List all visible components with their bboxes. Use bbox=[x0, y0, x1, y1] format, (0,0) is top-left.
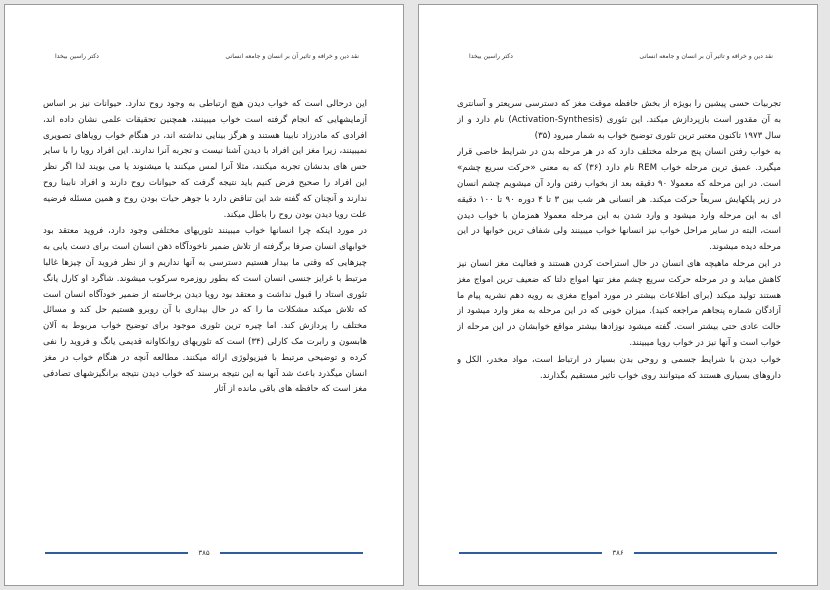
page-right bbox=[418, 4, 818, 586]
page-number: ۳۸۵ bbox=[198, 549, 210, 557]
paragraph: خواب دیدن با شرایط جسمی و روحی بدن بسیار در ارتباط است، مواد مخدر، الکل و داروهای بسیاری هستند که میتوانند روی خواب تاثیر مستقیم بگذارند. bbox=[457, 354, 781, 381]
page-footer bbox=[45, 547, 363, 559]
paragraph: تجربیات حسی پیشین را بویژه از بخش حافظه موقت مغز که دسترسی سریعتر و آسانتری به آن مقدور است بازپردازش میکند. این تئوری (Activation-Synthesis) نام دارد و از سال ۱۹۷۳ تاکنون معتبر ترین تئوری توضیح خواب به شمار میرود (۳۵) bbox=[457, 99, 781, 141]
page-body bbox=[457, 97, 781, 533]
footer-rule-right bbox=[220, 552, 363, 553]
page-body bbox=[43, 97, 367, 533]
header-author: دکتر راسین بیخدا bbox=[55, 53, 99, 60]
header-title: نقد دین و خرافه و تاثیر آن بر انسان و جامعه انسانی bbox=[225, 53, 359, 60]
page-header bbox=[469, 53, 773, 67]
header-author: دکتر راسین بیخدا bbox=[469, 53, 513, 60]
paragraph: در مورد اینکه چرا انسانها خواب میبینند تئوریهای مختلفی وجود دارد، فروید معتقد بود خوابهای انسان صرفا برگرفته از تلاش ضمیر ناخودآگاه ذهن انسان است برای دست یابی به چیزهایی که وقتی ما بیدار هستیم دسترسی به آنها نداریم و از نظر فروید آن چیزها غالبا مرتبط با غرایز جنسی انسان است که بطور روزمره سرکوب میشوند. شاگرد او کارل یانگ تئوری استاد را قبول نداشت و معتقد بود رویا دیدن برخاسته از ضمیر خودآگاه انسان است که تلاش میکند مشکلات ما را که در حال بیداری با آن روبرو هستیم حل کند و مسائل مختلف را پردازش کند. اما چیره ترین تئوری موجود برای توضیح خواب مربوط به آلان هابسون و رابرت مک کارلی (۳۴) است که تئوریهای روانکاوانه قدیمی یانگ و فروید را نفی کرده و توضیحی مرتبط با فیزیولوژی ارائه میکنند. مطالعه آنچه در هنگام خواب در مغز انسان میگذرد باعث شد آنها به این نتیجه برسند که خواب دیدن نتیجه برانگیزشهای تصادفی مغز است که حافظه های باقی مانده از آثار bbox=[43, 226, 367, 395]
footer-rule-right bbox=[634, 552, 777, 553]
page-number: ۳۸۶ bbox=[612, 549, 624, 557]
footer-rule-left bbox=[45, 552, 188, 553]
footer-rule-left bbox=[459, 552, 602, 553]
page-footer bbox=[459, 547, 777, 559]
paragraph: در این مرحله ماهیچه های انسان در حال استراحت کردن هستند و فعالیت مغز انسان نیز کاهش میابد و در مرحله حرکت سریع چشم مغز تنها امواج دلتا که ضعیف ترین امواج مغز هستند تولید میکند (برای اطلاعات بیشتر در مورد امواج مغزی به رویه دهم نشریه پیام ما آزادگان شماره پنجاهم مراجعه کنید). میزان خونی که در این مرحله به مغز وارد میشود از حالت عادی حتی بیشتر است. گفته میشود نوزادها بیشتر مواقع خوابشان در این مرحله از خواب است و آنها نیز در خواب رویا میبینند. bbox=[457, 258, 781, 348]
header-title: نقد دین و خرافه و تاثیر آن بر انسان و جامعه انسانی bbox=[639, 53, 773, 60]
page-left bbox=[4, 4, 404, 586]
paragraph: این درحالی است که خواب دیدن هیچ ارتباطی به وجود روح ندارد. حیوانات نیز بر اساس آزمایشهایی که انجام گرفته است خواب میبینند، همچنین تحقیقات علمی نشان داده اند، افرادی که مادرزاد نابینا هستند و هرگز بینایی نداشته اند، در هنگام خواب رویاهای تصویری نمیبینند، زیرا مغز این افراد با دیدن آشنا نیست و تجربه آنرا ندارند. این افراد رویا را با سایر حس های بدنشان تجربه میکنند، مثلا آنرا لمس میکنند یا میشنوند یا می بویند لذا اگر نظر این افراد را صحیح فرض کنیم باید نتیجه گرفت که حیوانات روح دارند و افراد نابینا روح ندارند و آنچنان که گفته شد این تناقض دارد با جوهر حیات بودن روح و همین مسئله فرضیه علت رویا دیدن بودن روح را باطل میکند. bbox=[43, 99, 367, 220]
page-header bbox=[55, 53, 359, 67]
paragraph: به خواب رفتن انسان پنج مرحله مختلف دارد که در هر مرحله بدن در شرایط خاصی قرار میگیرد. عمیق ترین مرحله خواب REM نام دارد (۳۶) که به معنی «حرکت سریع چشم» است. در این مرحله که معمولا ۹۰ دقیقه بعد از بخواب رفتن وارد آن میشویم چشم انسان در زیر پلکهایش سریعاً حرکت میکند. هر انسانی هر شب بین ۳ تا ۴ دوره ۹۰ تا ۱۰۰ دقیقه ای به این مرحله وارد میشود و وارد شدن به این مرحله معمولا همزمان با خواب دیدن است، البته در سایر مراحل خواب نیز انسانها خواب میبینند ولی شفاف ترین خوابها در این مرحله دیده میشوند. bbox=[457, 147, 781, 253]
